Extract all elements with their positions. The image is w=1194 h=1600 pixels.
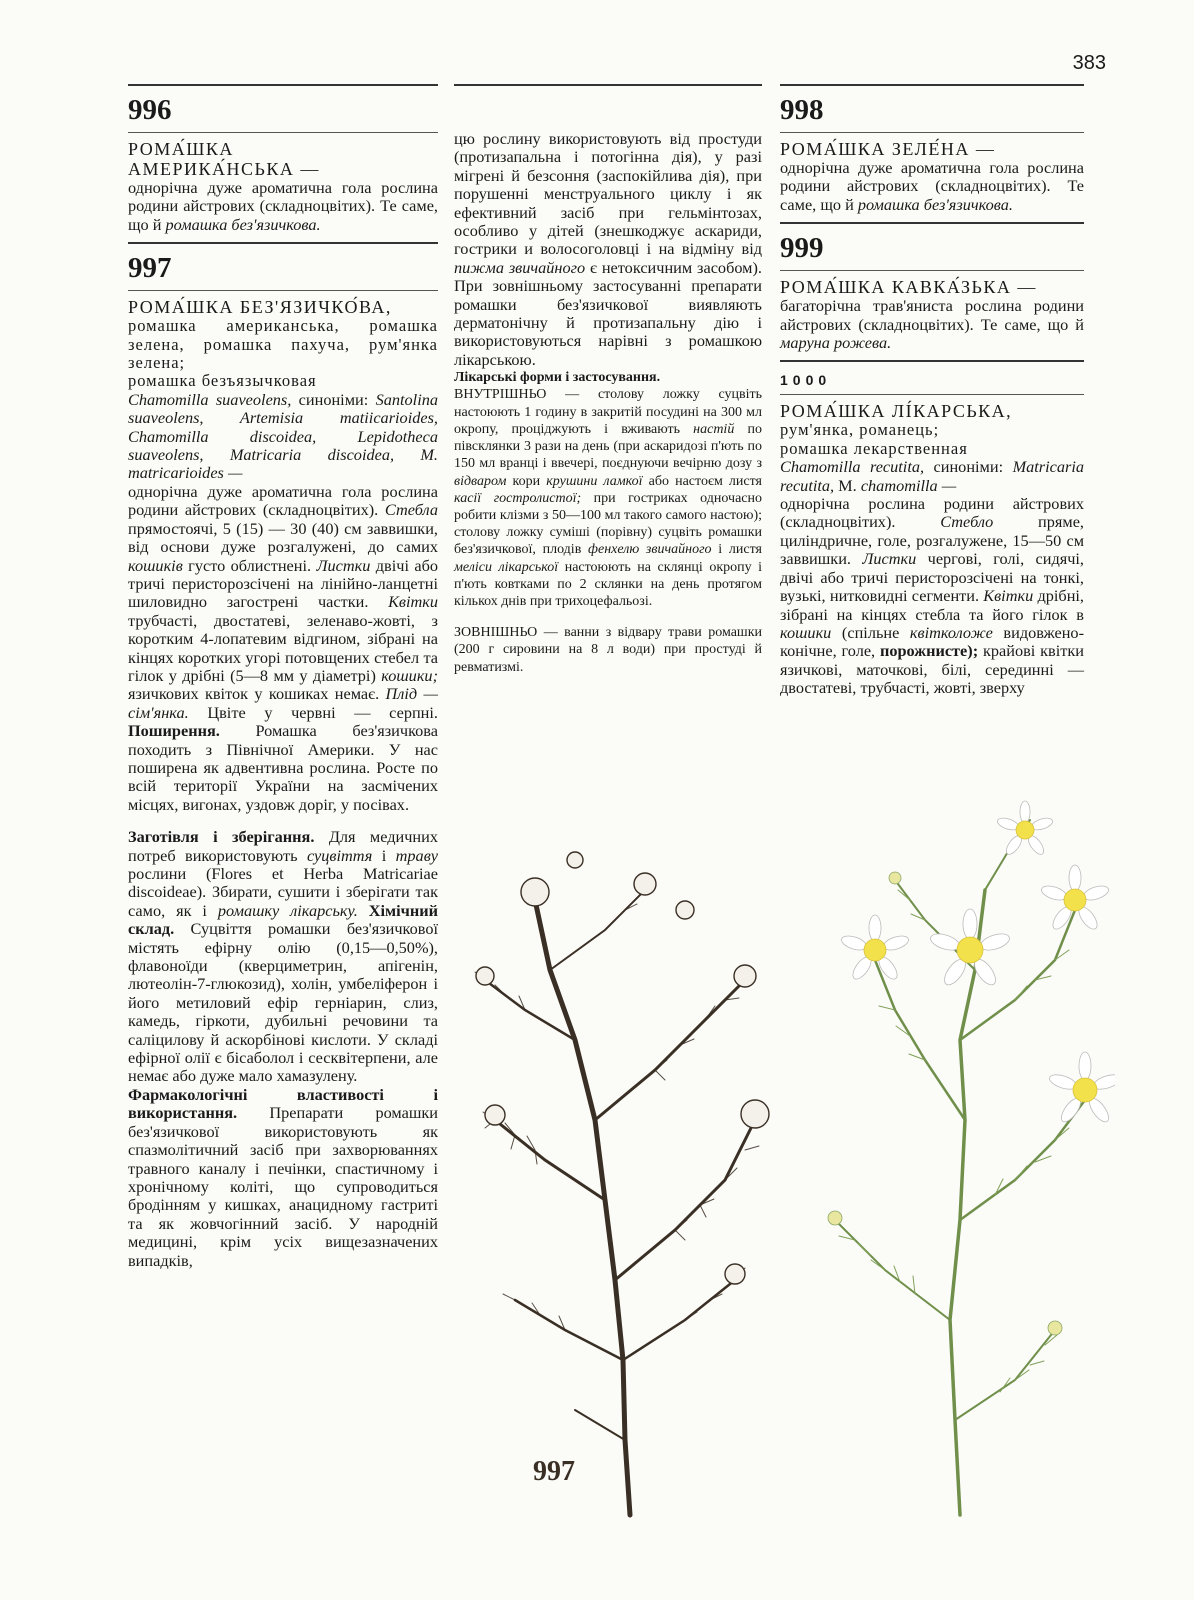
russian-name: ромашка безъязычковая [128,371,317,391]
latin-names: Chamomilla suaveolens, синоніми: Santolina suaveolens, Artemisia matiicarioides, Chamomilla discoidea, Lepidotheca suaveolens, Matricaria discoidea, M. matricarioides — [128,389,438,483]
chamomile-drawing [828,801,1115,1515]
entry-number: 997 [128,252,172,285]
entry-body: багаторічна трав'яниста рослина родини айстрових (складноцвітих). Те саме, що й маруна рожева. [780,296,1084,353]
entry-number: 998 [780,94,824,126]
synonyms: рум'янка, романець; [780,420,940,440]
rule [128,242,438,244]
rule [780,360,1084,362]
entry-number: 996 [128,94,172,126]
entry-body: однорічна дуже ароматична гола рослина родини айстрових (складноцвітих). Те саме, що й ромашка без'язичкова. [128,178,438,234]
rule [454,84,762,86]
page-number: 383 [1072,52,1106,74]
entry-title: АМЕРИКА́НСЬКА — [128,159,320,179]
entry-title: РОМА́ШКА [128,139,234,159]
rule [128,132,438,133]
entry-title: РОМА́ШКА БЕЗ'ЯЗИЧКО́ВА, [128,297,392,318]
external-use: ЗОВНІШНЬО — ванни з відвару трави ромашки (200 г сировини на 8 л води) при простуді й ревматизмі. [454,625,762,675]
rule [780,84,1084,86]
rule [780,270,1084,271]
entry-continuation: цю рослину використовують від простуди (протизапальна і потогінна дія), у разі мігрені й безсоння (заспокійлива дія), при порушенні менструального циклу і як ефективний засіб при гельмінтозах, особливо у дітей (знешкоджує аскариди, гострики и волосоголовці і на відміну від пижма звичайного є нетоксичним засобом). При зовнішньому застосуванні препарати ромашки без'язичкової виявляють дерматонічну й протизапальну дію і використовуються нарівні з ромашкою лікарською. [454,129,762,369]
harvesting-section: Заготівля і зберігання. Для медичних потреб використовують суцвіття і траву рослини (Flores et Herba Matricariae discoideae). Збирати, сушити і зберігати так само, як і ромашку лікарську. Хімічний склад. Суцвіття ромашки без'язичкової містять ефірну олію (0,15—0,50%), флавоноїди (кверциметрин, апігенін, лютеолін-7-глюкозид), холін, умбеліферон і його метиловий ефір герніарин, слиз, камедь, гіркоти, дубильні речовини та саліцилову й аскорбінові кислоти. У складі ефірної олії є бісаболол і сесквітерпени, але немає або дуже мало хамазулену. [128,827,438,1086]
forms-heading: Лікарські форми і застосування. [454,370,661,386]
column-left [128,84,438,1270]
entry-description: однорічна рослина родини айстрових (складноцвітих). Стебло пряме, циліндричне, голе, розгалужене, 15—50 см заввишки. Листки чергові, голі, сидячі, двічі або тричі перисторозсічені на тонкі, вузькі, нитковидні сегменти. Квітки дрібні, зібрані на кінцях стебла та його гілок в кошики (спільне квітколоже видовжено-конічне, голе, порожнисте); крайові квітки язичкові, маточкові, білі, серединні — двостатеві, трубчасті, жовті, зверху [780,494,1085,698]
rule [128,84,438,86]
synonyms: ромашка американська, ромашка зелена, ромашка пахуча, рум'янка зелена; [128,316,438,373]
pineapple-weed-drawing [475,852,769,1515]
internal-use: ВНУТРІШНЬО — столову ложку суцвіть настоюють 1 годину в закритій посудині на 300 мл окропу, проціджують і вживають настій по півсклянки 3 рази на день (при аскаридозі п'ють по 150 мл вранці і ввечері, поєднуючи вечірню дозу з відваром кори крушини ламкої або настоєм листя касії гостролистої; при гостриках одночасно робити клізми з 50—100 мл такого самого настою); столову ложку суміші (порівну) суцвіть ромашки без'язичкової, плодів фенхелю звичайного і листя меліси лікарської настоюють на склянці окропу і п'ють ковтками по 2 склянки на день протягом кількох днів при трихоцефальозі. [454,387,762,609]
entry-number: 1000 [780,372,832,389]
entry-title: РОМА́ШКА КАВКА́ЗЬКА — [780,277,1037,298]
botanical-illustration [455,800,1115,1520]
entry-body: однорічна дуже ароматична гола рослина родини айстрових (складноцвітих). Те саме, що й ромашка без'язичкова. [780,158,1084,214]
entry-description: однорічна дуже ароматична гола рослина родини айстрових (складноцвітих). Стебла прямостоячі, 5 (15) — 30 (40) см заввишки, від основи дуже розгалужені, до самих кошиків густо облистнені. Листки двічі або тричі перисторозсічені на лінійно-ланцетні шиловидно загострені частки. Квітки трубчасті, двостатеві, зеленаво-жовті, з коротким 4-лопатевим відгином, зібрані на кінцях коротких угорі потовщених стебел та гілок у дрібні (5—8 мм у діаметрі) кошики; язичкових квіток у кошиках немає. Плід — сім'янка. Цвіте у червні — серпні. Поширення. Ромашка без'язичкова походить з Північної Америки. У нас поширена як адвентивна рослина. Росте по всій території України на засмічених місцях, вигонах, уздовж доріг, у посівах. [128,481,438,814]
rule [780,394,1084,395]
illustration-caption: 997 [533,1456,575,1487]
column-right [780,84,1084,698]
entry-title: РОМА́ШКА ЗЕЛЕ́НА — [780,139,996,159]
entry-number: 999 [780,232,824,265]
russian-name: ромашка лекарственная [780,438,968,458]
entry-title: РОМА́ШКА ЛІ́КАРСЬКА, [780,401,1013,422]
rule [780,132,1084,133]
rule [780,222,1084,224]
column-middle [454,84,762,676]
rule [128,290,438,291]
latin-names: Chamomilla recutita, синоніми: Matricaria recutita, M. chamomilla — [780,457,1085,495]
pharmacology-section: Фармакологічні властивості і використання. Препарати ромашки без'язичкової використовують як спазмолітичний засіб при захворюваннях травного каналу і печінки, спастичному і хронічному коліті, що супроводиться бродінням у кишках, анацидному гастриті та як жовчогінний засіб. У народній медицині, крім усіх вищезазначених випадків, [128,1084,438,1270]
